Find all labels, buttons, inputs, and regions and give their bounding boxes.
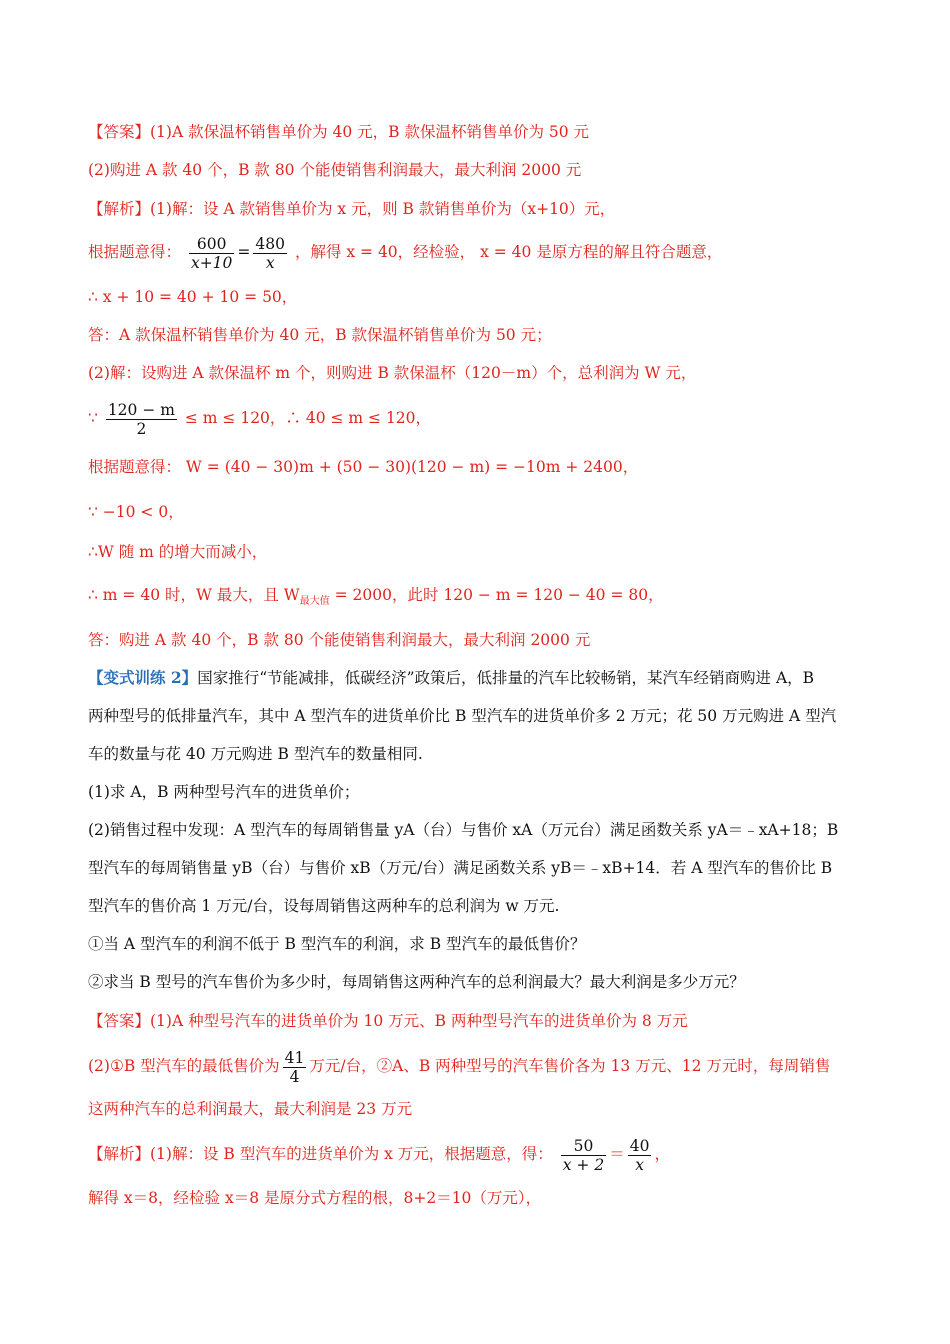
fraction-denominator: 2 (136, 419, 147, 438)
subscript-max-value: 最大值 (299, 596, 330, 608)
solution1-line4: 答：A 款保温杯销售单价为 40 元，B 款保温杯销售单价为 50 元； (88, 326, 552, 344)
solution2-line1-prefix: 【解析】(1)解：设 B 型汽车的进货单价为 x 万元，根据题意，得： (88, 1145, 553, 1163)
solution2-line2: 解得 x＝8，经检验 x＝8 是原分式方程的根，8+2＝10（万元）， (88, 1189, 542, 1207)
solution1-line10 (88, 583, 864, 614)
exercise2-line7: 型汽车的售价高 1 万元/台，设每周销售这两种车的总利润为 w 万元. (88, 897, 560, 915)
answer2-line2-suffix: 万元/台，②A、B 两种型号的汽车售价各为 13 万元、12 万元时，每周销售 (309, 1057, 831, 1075)
fraction-600 (189, 235, 234, 272)
solution2-line1 (88, 1134, 864, 1174)
exercise2-line5: (2)销售过程中发现：A 型汽车的每周销售量 yA（台）与售价 xA（万元台）满足函数关系 yA＝﹣xA+18；B (88, 821, 839, 839)
answer2-line2-prefix: (2)①B 型汽车的最低售价为 (88, 1057, 280, 1075)
solution1-line10-a: ∴ m = 40 时，W 最大，且 W (88, 586, 300, 604)
solution2-line1-suffix: ， (654, 1145, 670, 1163)
fraction-numerator: 480 (255, 234, 285, 253)
solution1-line8: ∵ −10 < 0， (88, 503, 184, 521)
solution1-line3: ∴ x + 10 = 40 + 10 = 50， (88, 288, 298, 306)
fraction-numerator: 120 − m (107, 400, 175, 419)
solution1-line7: 根据题意得： W = (40 − 30)m + (50 − 30)(120 − m) = −10m + 2400， (88, 458, 639, 476)
exercise2-line8: ①当 A 型汽车的利润不低于 B 型汽车的利润，求 B 型汽车的最低售价？ (88, 935, 586, 953)
fraction-denominator: x (635, 1155, 644, 1174)
fraction-120-m-over-2 (106, 401, 177, 438)
fraction-numerator: 40 (629, 1136, 650, 1155)
exercise2-line2: 两种型号的低排量汽车，其中 A 型汽车的进货单价比 B 型汽车的进货单价多 2 万元；花 50 万元购进 A 型汽 (88, 707, 837, 725)
solution1-line2-prefix: 根据题意得： (88, 243, 182, 261)
fraction-denominator: x (265, 253, 275, 272)
exercise-tag: 【变式训练 2】 (88, 668, 198, 687)
solution1-line2-suffix: ，解得 x = 40，经检验， x = 40 是原方程的解且符合题意， (294, 243, 723, 261)
solution1-line2 (88, 232, 864, 272)
exercise2-line1 (88, 666, 864, 690)
solution1-line9: ∴W 随 m 的增大而减小， (88, 543, 268, 561)
solution1-line6 (88, 398, 864, 438)
answer2-line3: 这两种汽车的总利润最大，最大利润是 23 万元 (88, 1100, 413, 1118)
answer2-line2 (88, 1046, 864, 1086)
exercise2-line9: ②求当 B 型号的汽车售价为多少时，每周销售这两种汽车的总利润最大？最大利润是多少万元？ (88, 973, 745, 991)
fraction-50 (561, 1137, 606, 1174)
exercise2-line4: (1)求 A，B 两种型号汽车的进货单价； (88, 783, 360, 801)
fraction-41-over-4 (283, 1049, 307, 1086)
solution1-line11: 答：购进 A 款 40 个，B 款 80 个能使销售利润最大，最大利润 2000 元 (88, 631, 591, 649)
because-symbol: ∵ (88, 409, 98, 427)
solution1-line6-suffix: ≤ m ≤ 120，∴ 40 ≤ m ≤ 120， (184, 409, 432, 427)
answer1-line2: (2)购进 A 款 40 个，B 款 80 个能使销售利润最大，最大利润 2000 元 (88, 161, 582, 179)
answer1-line1: 【答案】(1)A 款保温杯销售单价为 40 元，B 款保温杯销售单价为 50 元 (88, 123, 590, 141)
equals-sign: ＝ (609, 1145, 625, 1163)
exercise2-line1-text: 国家推行“节能减排，低碳经济”政策后，低排量的汽车比较畅销，某汽车经销商购进 A，B (197, 669, 815, 687)
fraction-40 (628, 1137, 652, 1174)
fraction-numerator: 50 (561, 1137, 606, 1156)
fraction-480 (253, 235, 287, 272)
fraction-numerator: 41 (284, 1048, 305, 1067)
answer2-line1: 【答案】(1)A 种型号汽车的进货单价为 10 万元、B 两种型号汽车的进货单价为 8 万元 (88, 1012, 688, 1030)
solution1-line10-b: = 2000，此时 120 − m = 120 − 40 = 80， (329, 586, 664, 604)
exercise2-line6: 型汽车的每周销售量 yB（台）与售价 xB（万元/台）满足函数关系 yB＝﹣xB+14．若 A 型汽车的售价比 B (88, 859, 833, 877)
equals-sign: = (237, 243, 251, 261)
fraction-denominator: x + 2 (562, 1155, 605, 1174)
fraction-numerator: 600 (189, 235, 234, 254)
solution1-line5: (2)解：设购进 A 款保温杯 m 个，则购进 B 款保温杯（120－m）个，总利润为 W 元， (88, 364, 697, 382)
exercise2-line3: 车的数量与花 40 万元购进 B 型汽车的数量相同. (88, 745, 423, 763)
fraction-denominator: 4 (289, 1067, 300, 1086)
fraction-denominator: x+10 (190, 253, 233, 272)
solution1-line1: 【解析】(1)解：设 A 款销售单价为 x 元，则 B 款销售单价为（x+10）元， (88, 200, 616, 218)
